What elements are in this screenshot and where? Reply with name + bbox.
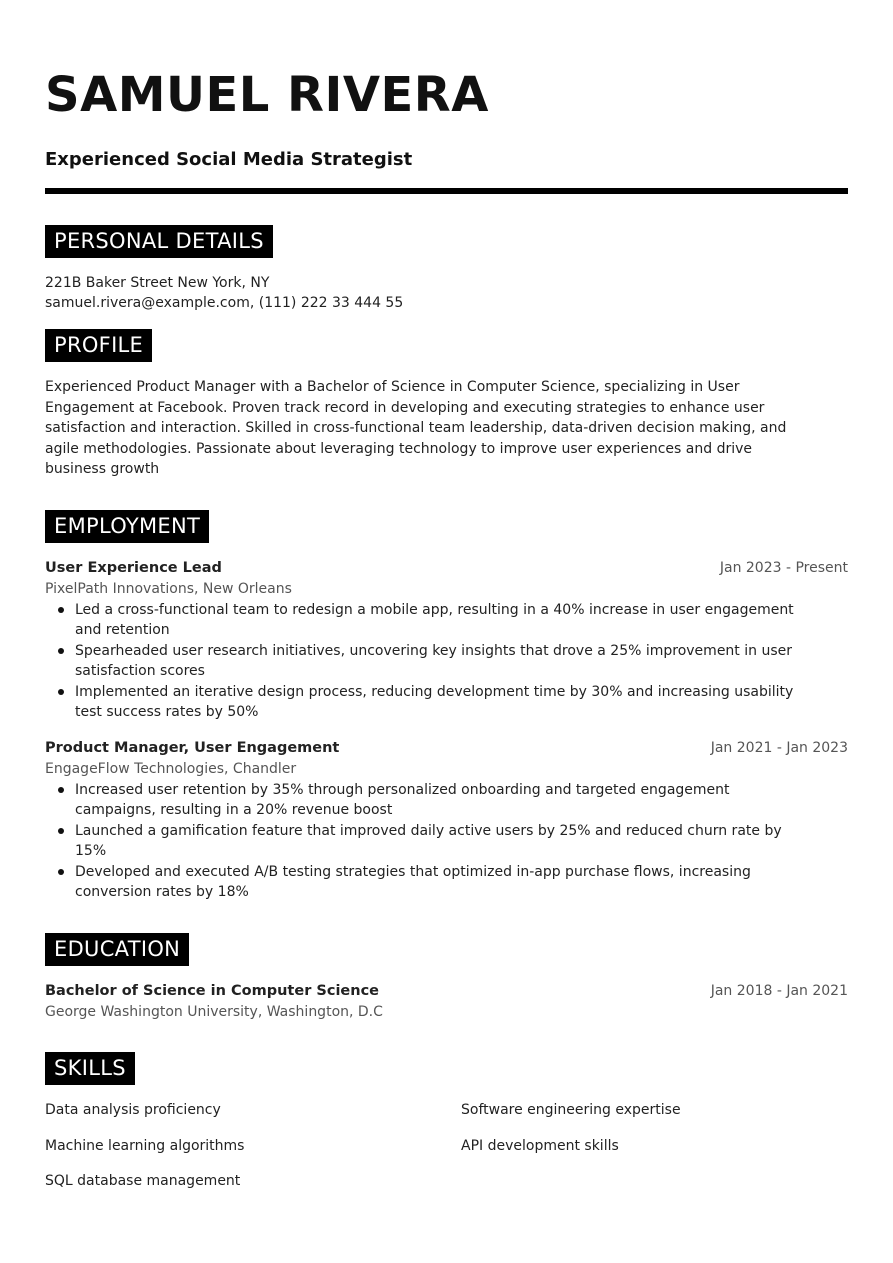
job-dates: Jan 2021 - Jan 2023 [710,740,848,756]
achievement-item [45,641,848,682]
skill-item: Data analysis proficiency [45,1102,221,1118]
achievement-line: conversion rates by 18% [75,884,249,901]
skill-item: Software engineering expertise [461,1102,681,1118]
header-divider [45,188,848,194]
profile-line: satisfaction and interaction. Skilled in cross-functional team leadership, data-driven decision making, and [45,420,787,437]
degree-title: Bachelor of Science in Computer Science [45,983,379,999]
personal-details-heading: PERSONAL DETAILS [45,225,273,258]
skill-item: API development skills [461,1138,619,1154]
job-entry [45,738,848,903]
achievement-item [45,862,848,903]
candidate-title: Experienced Social Media Strategist [45,149,413,170]
school-name: George Washington University, Washington, D.C [45,1004,383,1020]
profile-line: business growth [45,461,160,478]
bullet-icon [58,787,64,793]
job-title: User Experience Lead [45,560,222,576]
job-dates: Jan 2023 - Present [719,560,848,576]
job-achievements [45,600,848,724]
achievement-item [45,682,848,723]
bullet-icon [58,689,64,695]
contact-text: samuel.rivera@example.com, (111) 222 33 444 55 [45,295,404,311]
achievement-line: and retention [75,622,170,639]
skills-heading: SKILLS [45,1052,135,1085]
skill-item: SQL database management [45,1173,241,1189]
job-achievements [45,780,848,904]
profile-summary [45,377,845,480]
education-dates: Jan 2018 - Jan 2021 [710,983,848,999]
achievement-line: 15% [75,843,107,860]
profile-heading: PROFILE [45,329,152,362]
profile-line: agile methodologies. Passionate about leveraging technology to improve user experiences and drive [45,440,752,457]
bullet-icon [58,869,64,875]
job-company: PixelPath Innovations, New Orleans [45,581,292,597]
achievement-item [45,821,848,862]
achievement-item [45,600,848,641]
bullet-icon [58,607,64,613]
candidate-name: SAMUEL RIVERA [45,67,489,123]
achievement-line: campaigns, resulting in a 20% revenue boost [75,802,393,819]
address-text: 221B Baker Street New York, NY [45,275,270,291]
achievement-line: Increased user retention by 35% through personalized onboarding and targeted engagement [75,781,730,798]
achievement-item [45,780,848,821]
achievement-line: Launched a gamification feature that improved daily active users by 25% and reduced churn rate by [75,822,782,839]
job-company: EngageFlow Technologies, Chandler [45,761,297,777]
achievement-line: Implemented an iterative design process, reducing development time by 30% and increasing usability [75,683,794,700]
achievement-line: Developed and executed A/B testing strategies that optimized in-app purchase flows, increasing [75,863,751,880]
profile-line: Experienced Product Manager with a Bachelor of Science in Computer Science, specializing in User [45,379,740,395]
education-entry [45,981,848,1023]
bullet-icon [58,648,64,654]
achievement-line: Led a cross-functional team to redesign a mobile app, resulting in a 40% increase in user engagement [75,601,794,618]
achievement-line: satisfaction scores [75,663,205,680]
achievement-line: test success rates by 50% [75,704,259,721]
education-heading: EDUCATION [45,933,189,966]
achievement-line: Spearheaded user research initiatives, uncovering key insights that drove a 25% improvement in user [75,642,792,659]
employment-heading: EMPLOYMENT [45,510,209,543]
bullet-icon [58,828,64,834]
skill-item: Machine learning algorithms [45,1138,245,1154]
job-entry [45,558,848,723]
profile-line: Engagement at Facebook. Proven track record in developing and executing strategies to enhance user [45,399,765,416]
job-title: Product Manager, User Engagement [45,740,340,756]
